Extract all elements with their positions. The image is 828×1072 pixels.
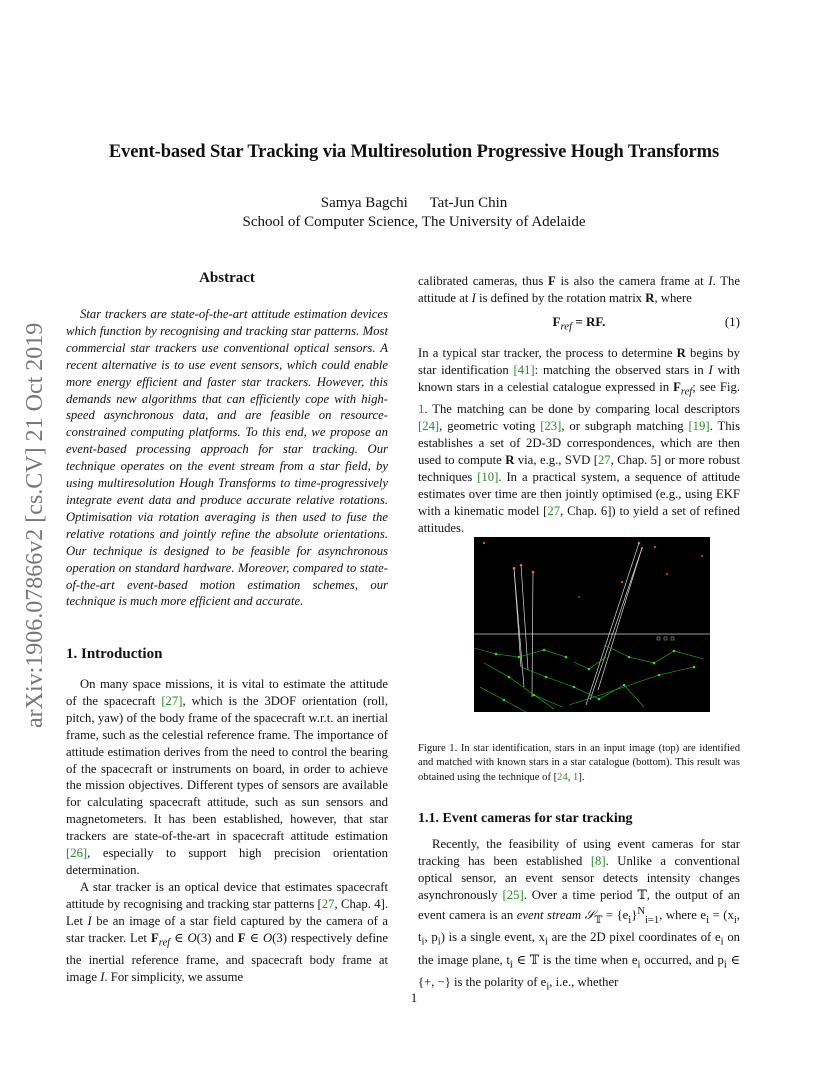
citation-link[interactable]: 27 — [321, 896, 335, 911]
right-column-middle-text — [418, 345, 740, 537]
subsection-heading-event-cameras: 1.1. Event cameras for star tracking — [418, 811, 633, 826]
author-name: Samya Bagchi — [320, 195, 408, 211]
right-column-top-text — [418, 273, 740, 307]
page-number: 1 — [410, 990, 418, 1005]
subsection-body — [418, 836, 740, 997]
abstract-body — [66, 306, 388, 610]
author-affiliation: School of Computer Science, The University of Adelaide — [242, 214, 586, 230]
citation-link[interactable]: 27 — [547, 503, 561, 518]
intro-paragraph-2: A star tracker is an optical device that estimates spacecraft attitude by recognising and tracking star patterns [27, Chap. 4]. Let I be an image of a star field captured by the camera of a star tracker. Let $F_{ref}$ ∈ O(3) and F ∈ O(3) respectively define the inertial reference frame, and spacecraft body frame at image I. For simplicity, we assume — [66, 879, 388, 984]
paragraph: Recently, the feasibility of using event cameras for star tracking has been established [8]. Unlike a conventional optical sensor, an event sensor detects intensity changes asynchronously [25]. Over a time period 𝕋, the output of an event camera is an event stream 𝒮$_𝕋$ = $\{e_i\}^N_{i=1}$, where $e_i = (x_i$, $t_i$, $p_i$) is a single event, $x_i$ are the 2D pixel coordinates of $e_i$ on the image plane, $t_i$ ∈ 𝕋 is the time when $e_i$ occurred, and $p_i$ ∈ {+, −} is the polarity of $e_i$, i.e., whether — [418, 837, 740, 993]
citation-link[interactable]: [26] — [66, 846, 88, 861]
equation-body: $F_{ref}$ = RF. — [552, 314, 606, 333]
citation-link[interactable]: 27 — [597, 452, 611, 467]
abstract-paragraph: Star trackers are state-of-the-art attitude estimation devices which function by recognising and tracking star patterns. Most commercial star trackers use conventional optical sensors. A recent alternative is to use event sensors, which could enable more energy efficient and faster star trackers. However, this demands new algorithms that can efficiently cope with high-speed asynchronous data, and are feasible on resource-constrained computing platforms. To this end, we propose an event-based processing approach for star tracking. Our technique operates on the event stream from a star field, by using multiresolution Hough Transforms to time-progressively integrate event data and produce accurate relative rotations. Optimisation via rotation averaging is then used to fuse the relative rotations and jointly refine the absolute orientations. Our technique is designed to be feasible for asynchronous operation on standard hardware. Moreover, compared to state-of-the-art event-based motion estimation schemes, our technique is much more efficient and accurate. — [66, 307, 388, 609]
arxiv-stamp: arXiv:1906.07866v2 [cs.CV] 21 Oct 2019 — [22, 322, 48, 728]
citation-link[interactable]: [24] — [418, 419, 440, 434]
citation-link[interactable]: [41] — [513, 362, 535, 377]
citation-link[interactable]: [27] — [161, 693, 183, 708]
citation-link[interactable]: [10] — [477, 469, 499, 484]
equation-number: (1) — [724, 314, 740, 329]
abstract-heading: Abstract — [199, 270, 255, 286]
citation-link[interactable]: [19] — [688, 419, 710, 434]
author-name: Tat-Jun Chin — [429, 195, 508, 211]
introduction-body — [66, 676, 388, 986]
equation-1 — [418, 314, 740, 334]
citation-link[interactable]: 24 — [557, 771, 568, 783]
author-list — [0, 195, 828, 212]
paragraph: calibrated cameras, thus F is also the camera frame at I. The attitude at I is defined by the rotation matrix R, where — [418, 274, 740, 305]
paragraph: In a typical star tracker, the process to determine R begins by star identification [41]: matching the observed stars in I with known stars in a celestial catalogue expressed in $F_{ref}$; see Fig. 1. The matching can be done by comparing local descriptors [24], geometric voting [23], or subgraph matching [19]. This establishes a set of 2D-3D correspondences, which are then used to compute R via, e.g., SVD [27, Chap. 5] or more robust techniques [10]. In a practical system, a sequence of attitude estimates over time are then jointly optimised (e.g., using EKF with a kinematic model [27, Chap. 6]) to yield a set of refined attitudes. — [418, 346, 741, 535]
citation-link[interactable]: [25] — [502, 887, 524, 902]
intro-paragraph-1: On many space missions, it is vital to estimate the attitude of the spacecraft [27], which is the 3DOF orientation (roll, pitch, yaw) of the body frame of the spacecraft w.r.t. an inertial frame, such as the celestial reference frame. The importance of attitude estimation derives from the need to control the bearing of the spacecraft or instruments on board, in order to achieve the mission objectives. Different types of sensors are available for calculating spacecraft attitude, such as sun sensors and magnetometers. It has been established, however, that star trackers are state-of-the-art in spacecraft attitude estimation [26], especially to support high precision orientation determination. — [66, 677, 388, 877]
figure-1-star-identification — [474, 537, 710, 712]
paper-title: Event-based Star Tracking via Multiresolution Progressive Hough Transforms — [108, 142, 720, 162]
figure-1-caption: Figure 1. In star identification, stars in an input image (top) are identified and matched with known stars in a star catalogue (bottom). This result was obtained using the technique of [24, 1]. — [418, 743, 740, 783]
citation-link[interactable]: 1 — [573, 771, 579, 783]
figure-reference-link[interactable]: 1 — [418, 402, 425, 417]
section-heading-introduction: 1. Introduction — [66, 646, 163, 662]
citation-link[interactable]: [23] — [540, 419, 562, 434]
star-field-image — [474, 537, 710, 712]
citation-link[interactable]: [8] — [590, 853, 606, 868]
